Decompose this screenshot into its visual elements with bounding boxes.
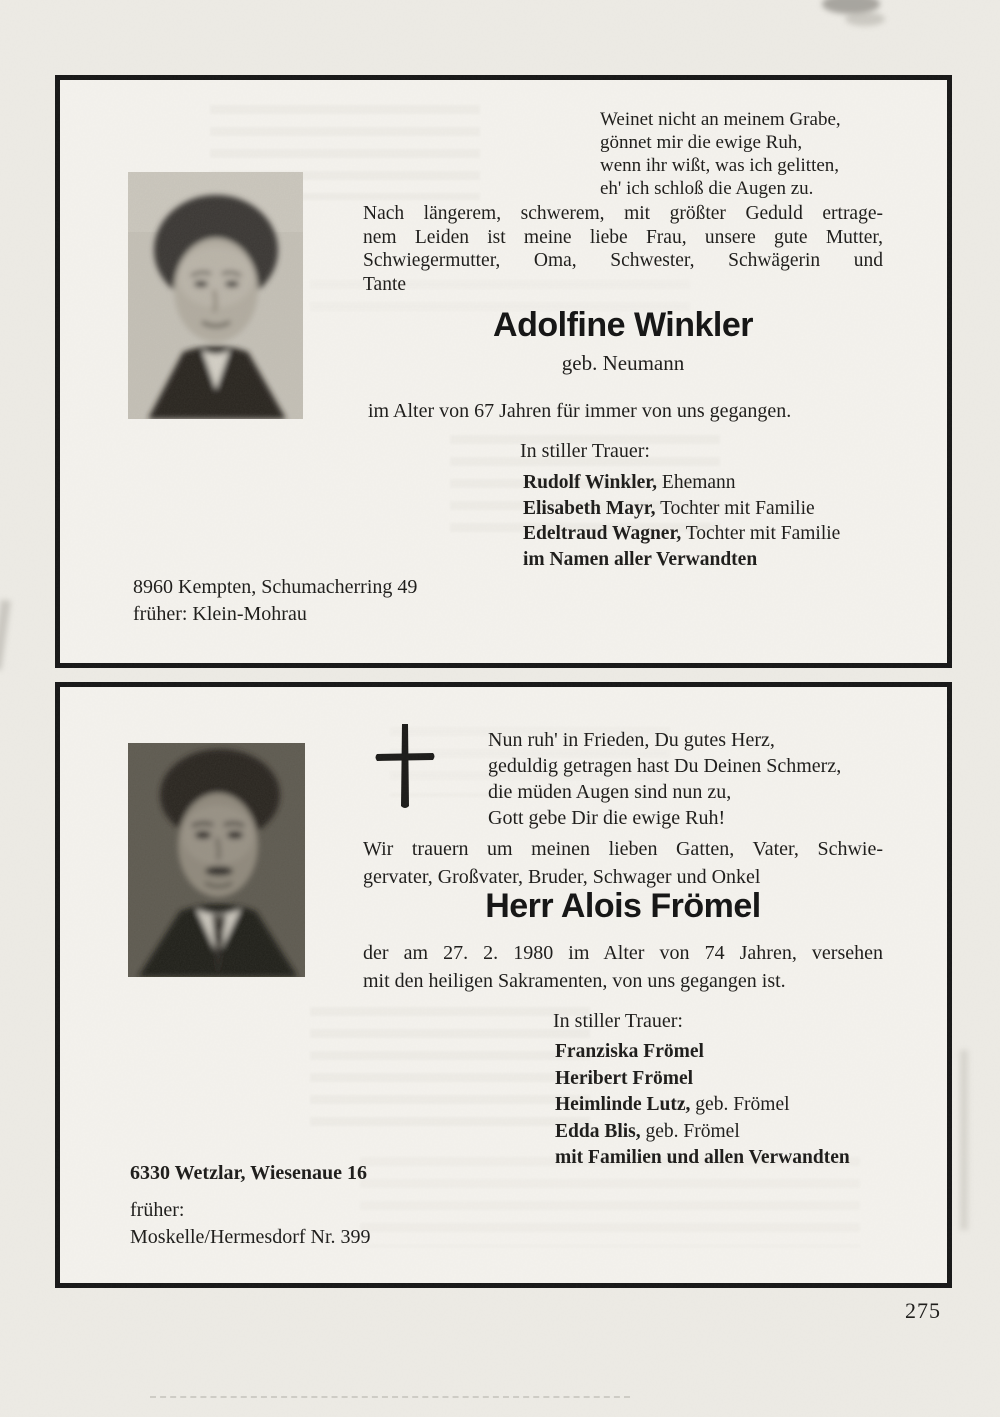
verse-line: Gott gebe Dir die ewige Ruh! — [488, 807, 726, 829]
mourner-entry — [555, 1066, 850, 1093]
address-block — [130, 1197, 371, 1251]
mourner-entry — [523, 470, 840, 496]
verse-line: Weinet nicht an meinem Grabe, — [600, 109, 841, 130]
mourner-name: Elisabeth Mayr, — [523, 497, 656, 519]
mourners-list — [523, 470, 840, 572]
mourner-name: Rudolf Winkler, — [523, 472, 658, 493]
deceased-name: Herr Alois Frömel — [485, 887, 761, 925]
portrait-photo-alois-froemel — [128, 743, 305, 977]
mourner-entry — [523, 547, 840, 573]
mourner-name: im Namen aller Verwandten — [523, 548, 758, 570]
mourner-name: Edeltraud Wagner, — [523, 523, 682, 544]
page-number: 275 — [905, 1298, 941, 1323]
memorial-verse — [488, 727, 841, 831]
mourner-relation: geb. Frömel — [690, 1094, 790, 1115]
verse-line: Nun ruh' in Frieden, Du gutes Herz, — [488, 729, 775, 751]
mourners-list — [555, 1039, 850, 1172]
date-line: der am 27. 2. 1980 im Alter von 74 Jahren, versehen — [363, 942, 883, 964]
mourner-name: mit Familien und allen Verwandten — [555, 1147, 850, 1168]
verse-line: die müden Augen sind nun zu, — [488, 781, 732, 803]
scan-artifact — [150, 1396, 630, 1398]
memorial-verse — [600, 108, 841, 200]
obituary-notice-alois-froemel — [55, 682, 952, 1288]
mourner-entry — [555, 1145, 850, 1172]
mourner-entry — [555, 1119, 850, 1146]
mourner-name: Franziska Frömel — [555, 1041, 704, 1062]
intro-line: Tante — [363, 273, 407, 295]
maiden-name: geb. Neumann — [561, 351, 685, 375]
mourner-relation: Tochter mit Familie — [681, 523, 841, 544]
age-line: im Alter von 67 Jahren für immer von uns gegangen. — [368, 400, 792, 422]
mourner-entry — [555, 1092, 850, 1119]
scan-artifact — [822, 0, 880, 14]
mourner-name: Edda Blis, — [555, 1120, 641, 1142]
scan-artifact — [960, 1050, 968, 1230]
mourner-name: Heribert Frömel — [555, 1067, 694, 1089]
obituary-notice-adolfine-winkler — [55, 75, 952, 668]
address-city-line: 6330 Wetzlar, Wiesenaue 16 — [130, 1162, 368, 1184]
date-line: mit den heiligen Sakramenten, von uns gegangen ist. — [363, 970, 786, 992]
mourner-relation: Tochter mit Familie — [655, 497, 815, 519]
intro-line: gervater, Großvater, Bruder, Schwager und Onkel — [363, 866, 761, 888]
portrait-man-illustration — [128, 743, 305, 977]
address-line: 8960 Kempten, Schumacherring 49 — [133, 576, 418, 598]
mourner-entry — [523, 496, 840, 522]
portrait-woman-illustration — [128, 172, 303, 419]
death-date-paragraph — [363, 939, 883, 995]
portrait-photo-adolfine-winkler — [128, 172, 303, 419]
scan-artifact — [310, 1007, 590, 1137]
mourning-label: In stiller Trauer: — [520, 440, 650, 462]
mourner-entry — [555, 1039, 850, 1066]
verse-line: eh' ich schloß die Augen zu. — [600, 178, 814, 199]
address-line: früher: Klein-Mohrau — [133, 603, 307, 625]
verse-line: wenn ihr wißt, was ich gelitten, — [600, 155, 840, 176]
scan-artifact — [845, 12, 885, 26]
mourner-relation: Ehemann — [657, 472, 736, 493]
scan-artifact — [0, 600, 11, 671]
intro-paragraph — [363, 202, 883, 296]
address-line: früher: — [130, 1199, 185, 1221]
verse-line: geduldig getragen hast Du Deinen Schmerz, — [488, 755, 842, 777]
intro-paragraph — [363, 835, 883, 891]
mourner-entry — [523, 521, 840, 547]
address-line: Moskelle/Hermesdorf Nr. 399 — [130, 1226, 371, 1248]
address-block — [133, 574, 417, 628]
memorial-cross-icon — [373, 722, 437, 815]
verse-line: gönnet mir die ewige Ruh, — [600, 132, 803, 153]
intro-line: Schwiegermutter, Oma, Schwester, Schwägerin und — [363, 250, 883, 271]
mourner-name: Heimlinde Lutz, — [555, 1094, 691, 1115]
intro-line: nem Leiden ist meine liebe Frau, unsere gute Mutter, — [363, 226, 883, 248]
mourning-label: In stiller Trauer: — [553, 1010, 683, 1032]
intro-line: Nach längerem, schwerem, mit größter Geduld ertrage- — [363, 203, 883, 224]
mourner-relation: geb. Frömel — [640, 1120, 740, 1142]
intro-line: Wir trauern um meinen lieben Gatten, Vater, Schwie- — [363, 838, 883, 860]
deceased-name: Adolfine Winkler — [493, 306, 753, 344]
